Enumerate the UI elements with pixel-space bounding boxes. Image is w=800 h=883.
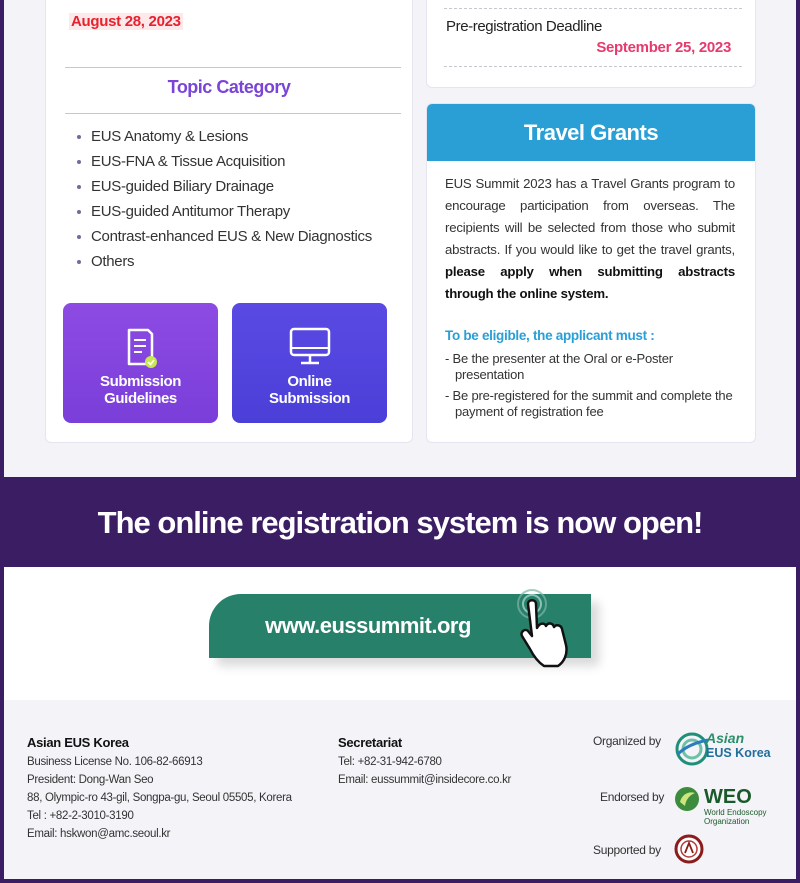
footer	[4, 700, 796, 879]
secretariat-info	[338, 734, 511, 789]
supported-by-label: Supported by	[593, 843, 661, 857]
registration-open-banner: The online registration system is now open!	[0, 477, 800, 567]
submission-guidelines-label: Submission Guidelines	[99, 373, 181, 407]
url-section	[4, 567, 796, 700]
submission-guidelines-button[interactable]	[63, 303, 218, 423]
travel-grants-description: EUS Summit 2023 has a Travel Grants program to encourage participation from overseas. The recipients will be selected from those who submit abstracts. If you would like to get the travel grants, please apply when submitting abstracts through the online system.	[445, 176, 735, 301]
organized-by-label: Organized by	[593, 734, 661, 748]
list-item: EUS-guided Antitumor Therapy	[77, 203, 372, 228]
address: 88, Olympic-ro 43-gil, Songpa-gu, Seoul 05505, Korera	[27, 792, 292, 804]
divider	[444, 66, 742, 67]
requirement-item: - Be the presenter at the Oral or e-Poster presentation	[445, 351, 673, 382]
secretariat-tel: Tel: +82-31-942-6780	[338, 756, 442, 768]
business-license: Business License No. 106-82-66913	[27, 756, 203, 768]
secretariat-title: Secretariat	[338, 735, 402, 750]
president: President: Dong-Wan Seo	[27, 774, 154, 786]
list-item: EUS-guided Biliary Drainage	[77, 178, 372, 203]
list-item: Others	[77, 253, 372, 278]
weo-logo: WEO World Endoscopy Organization	[674, 784, 774, 828]
preregistration-card	[426, 0, 756, 88]
topic-category-title: Topic Category	[167, 77, 291, 97]
preregistration-label: Pre-registration Deadline	[446, 18, 602, 35]
website-url[interactable]: www.eussummit.org	[265, 613, 471, 638]
list-item: Contrast-enhanced EUS & New Diagnostics	[77, 228, 372, 253]
asian-eus-korea-logo: Asian EUS Korea	[674, 728, 774, 770]
online-submission-button[interactable]	[232, 303, 387, 423]
secretariat-email: Email: eussummit@insidecore.co.kr	[338, 774, 512, 786]
abstract-card	[45, 0, 413, 443]
org-tel: Tel : +82-2-3010-3190	[27, 810, 134, 822]
abstract-deadline-date: August 28, 2023	[71, 13, 181, 30]
org-email: Email: hskwon@amc.seoul.kr	[27, 828, 171, 840]
document-check-icon	[121, 327, 161, 374]
organization-name: Asian EUS Korea	[27, 735, 129, 750]
pointer-hand-icon	[514, 582, 594, 677]
list-item: EUS-FNA & Tissue Acquisition	[77, 153, 372, 178]
info-section	[4, 0, 796, 477]
endorsed-by-label: Endorsed by	[600, 790, 665, 804]
divider	[65, 67, 401, 68]
list-item: EUS Anatomy & Lesions	[77, 128, 372, 153]
online-submission-label: Online Submission	[268, 373, 350, 407]
requirement-item: - Be pre-registered for the summit and complete the payment of registration fee	[445, 388, 733, 419]
website-link-button[interactable]	[209, 594, 591, 658]
travel-grants-card	[426, 103, 756, 443]
divider	[444, 8, 742, 9]
monitor-icon	[288, 327, 332, 372]
eligibility-label: To be eligible, the applicant must :	[445, 328, 655, 343]
divider	[65, 113, 401, 114]
topic-list	[77, 128, 372, 278]
supporter-seal-icon	[674, 834, 704, 869]
organization-info	[27, 734, 292, 843]
preregistration-date: September 25, 2023	[596, 39, 731, 56]
travel-grants-title: Travel Grants	[427, 104, 755, 161]
